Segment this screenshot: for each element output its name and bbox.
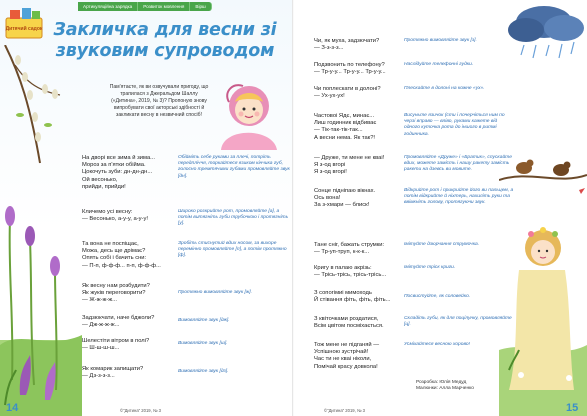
- left-page: [0, 0, 293, 416]
- instruction-note: Усміхайтеся весною хорово!: [404, 342, 470, 347]
- poem-verse: Як комарик запищати? — Дз-з-з-з...: [82, 366, 144, 380]
- poem-row: [82, 155, 290, 191]
- poem-row: [314, 188, 514, 210]
- poem-row: [82, 338, 228, 352]
- credits: Розробка: Юлія Медуд Малюнки: Алла Марченко: [416, 380, 474, 391]
- instruction-note: Вимовляйте звук [дз].: [178, 369, 229, 374]
- tab-articulation[interactable]: Артикуляційна зарядка: [78, 2, 138, 11]
- page-number-left: 14: [6, 402, 19, 414]
- instruction-note: Промовляйте «Друже» і «Братик», спускайте вдих, можете замість і нашу ракету замість ракети на дзевсь ви мовите.: [404, 155, 512, 173]
- poem-row: [82, 241, 287, 270]
- poem-row: [314, 242, 480, 256]
- poem-verse: Задзюкчати, наче бджоли? — Дж-ж-ж-ж...: [82, 315, 155, 329]
- poem-verse: Сонце підніпаю вікнах. Ось вона! За з-хмари — блиск!: [314, 188, 376, 209]
- poem-row: [314, 113, 505, 142]
- poem-verse: З сопогімиі мимоходь Й стівання фіть, фіть, фіть...: [314, 290, 391, 304]
- instruction-note: Висуньте язичок (сти і почерчіться ним по черзі вправо — вліво, руками кажете від одного куточка рота до іншого в ритмі годинника.: [404, 113, 505, 137]
- instruction-note: Наслідуйте телефонні гудки.: [404, 62, 474, 67]
- footer-copyright: ©"Дитина" 2019, № 3: [324, 408, 365, 413]
- tab-poem[interactable]: Вірш: [190, 2, 211, 11]
- instruction-note: Вимовляйте звук [ш].: [178, 341, 228, 346]
- instruction-note: Посвистуйте, як соловейко.: [404, 294, 471, 299]
- poem-verse: Чи поплескати в долоні? — Ух-ух-ух!: [314, 86, 381, 100]
- crocus-flowers-illustration: [0, 180, 82, 416]
- poem-verse: Тож мене не підганяй — Успішною зустрічай! Час ти не кваі ніколи, Помічай красу довкола!: [314, 342, 380, 370]
- poem-verse: Частовоі Ядє, минає... Лиш годинник відбиває — Тік-так-тік-так... А весни нема. Як так?!: [314, 113, 377, 141]
- poem-row: [314, 265, 456, 279]
- poem-row: [82, 283, 252, 305]
- instruction-note: Протяжно вимовляйте звук [з].: [404, 38, 477, 43]
- instruction-note: Вимовляйте звук [дж].: [178, 318, 230, 323]
- poem-verse: Кригу в палаю акрізь: — Трісь-трісь, трісь-трісь...: [314, 265, 387, 279]
- instruction-note: Обійміть себе руками за плечі, потріть передпліччя, торкайтеся язиком кінчика губ, голосно тремтячими губами промовляйте звук [дн].: [178, 155, 290, 179]
- poem-row: [82, 366, 229, 380]
- right-page: [294, 0, 587, 416]
- footer-copyright: ©"Дитина" 2019, № 3: [120, 408, 161, 413]
- poem-verse: Кличемо усі весну: — Весонько, а-у-у, а-у-у!: [82, 209, 148, 223]
- poem-verse: Подзвонить по телефону? — Тр-у-у... Тр-у-у... Тр-у-у...: [314, 62, 386, 76]
- poem-verse: Тане сніг, бажать струмки: — Тр-уп-труп, к-к-к...: [314, 242, 385, 256]
- poem-row: [82, 315, 230, 329]
- girl-illustration: [213, 72, 285, 150]
- instruction-note: Імітуйте дзюрчання струмочка.: [404, 242, 480, 247]
- instruction-note: Складіть губи, як для поцілунку, промовляйте [ц].: [404, 316, 512, 328]
- instruction-note: Протяжно вимовляйте звук [ж].: [178, 290, 252, 295]
- instruction-note: Широко розкрийте рот, промовляйте [а], а потім витягніть губи трубочкою і протягніть [у].: [178, 209, 289, 227]
- poem-row: [314, 316, 512, 330]
- willow-branch-illustration: [0, 45, 80, 165]
- intro-text: Пам'ятаєте, як ви озвучували пригоду, що трапилася з Джеральдом Шаллу («Дитина», 2019, № 3)? Пропоную знову випробувати свої акторські здібності й закликати весну в незвичний спосіб!: [109, 84, 209, 118]
- poem-row: [314, 342, 470, 371]
- poem-verse: — Друже, ти мене не кваі! Я з-од вгорі Я з-од вгорі!: [314, 155, 385, 176]
- page-title: Закличка для весни зі звуковим супроводом: [53, 20, 277, 61]
- spring-girl-illustration: [499, 200, 587, 416]
- section-tabs: [78, 2, 212, 11]
- poem-row: [314, 38, 477, 52]
- poem-row: [314, 290, 471, 304]
- poem-row: [82, 209, 289, 227]
- logo-text: Дитячий садок: [5, 26, 43, 32]
- tab-speech[interactable]: Розвиток мовлення: [138, 2, 190, 11]
- poem-verse: На дворі все зима й зима... Мороз за п'ятки обійма. Цокочуть зуби: дн-дн-дн... Ой весонько, прийди, прийди!: [82, 155, 156, 190]
- poem-verse: Та вона не поспіщає, Можа, десь ще дрімає? Опять собі і бачить сни: — П-п, ф-ф-ф... п-п, ф-ф-ф...: [82, 241, 161, 269]
- page-number-right: 15: [566, 402, 579, 414]
- poem-row: [314, 62, 474, 76]
- instruction-note: Плескайте в долоні на кожне «ух».: [404, 86, 485, 91]
- poem-verse: Як весну нам розбудити? Як жуків переговорити? — Ж-ж-ж-ж...: [82, 283, 150, 304]
- poem-row: [314, 86, 485, 100]
- poem-row: [314, 155, 512, 177]
- poem-verse: З квіточками роздатися, Всім цвітом посміхається.: [314, 316, 384, 330]
- instruction-note: Імітуйте тріск криги.: [404, 265, 456, 270]
- instruction-note: Відкрийте рот і прикрийте його ви пальцем, а потім відкрийте й ніхтерь, нахиліть руки та ввімкніть голову, протягуючи звук.: [404, 188, 514, 206]
- instruction-note: Зробіть стиснутий вдих носом, за вихоре перемінно промовляйте [п], а потім протяжно [ф].: [178, 241, 287, 259]
- poem-verse: Чи, як муха, задзючати? — З-з-з-з...: [314, 38, 380, 52]
- poem-verse: Шелестіти вітром в полі? — Ш-ш-ш-ш...: [82, 338, 150, 352]
